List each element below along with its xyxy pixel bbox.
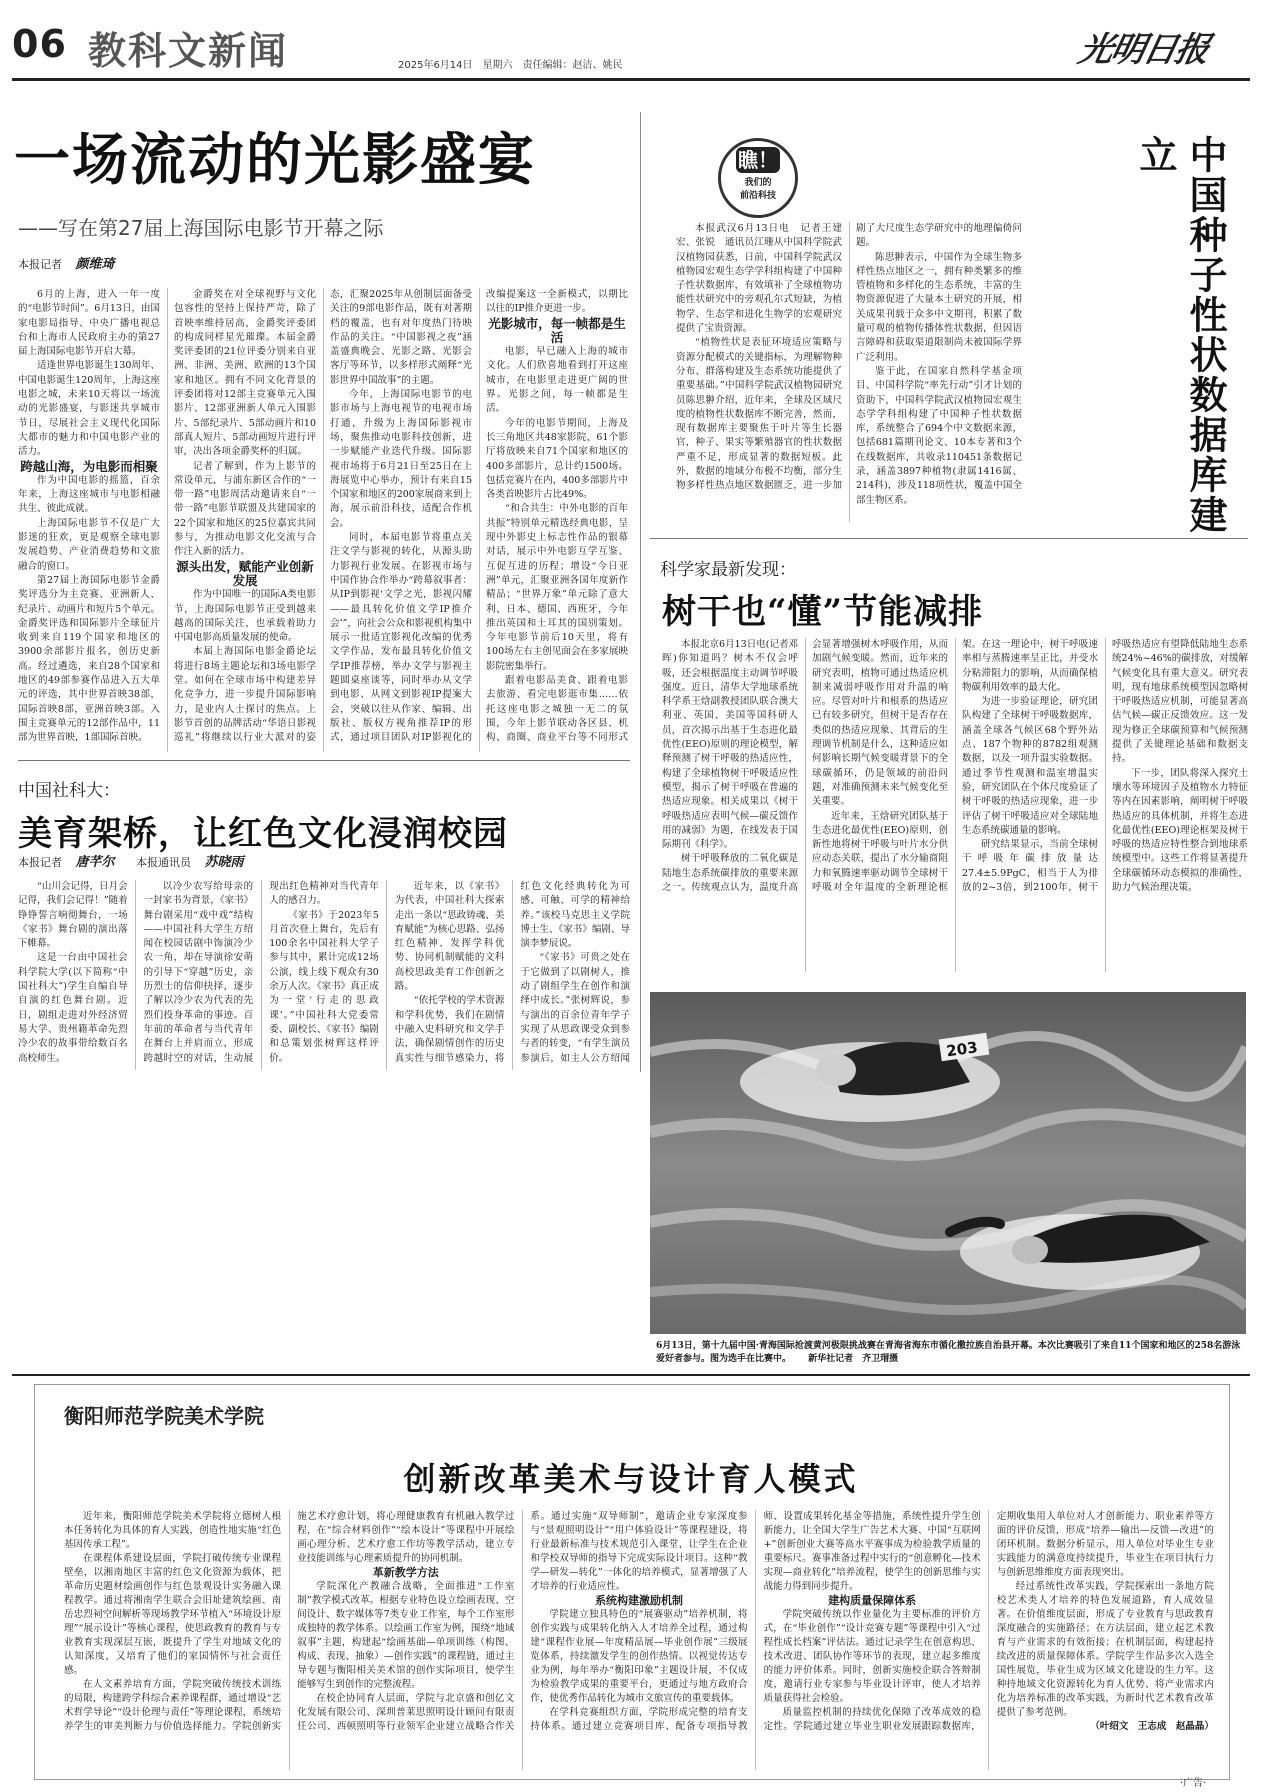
paragraph: 6月的上海，进入一年一度的“电影节时间”。6月13日，由国家电影局指导、中央广播电视总台和上海市人民政府主办的第27届上海国际电影节开启大幕。: [18, 289, 160, 358]
paragraph: 近年来，王焓研究团队基于生态进化最优性(EEO)原则，创新性地将树干呼吸与叶片水分供应动态关联，提出了水分输商阻力和氧腾速率驱动调节全球树干呼吸对全年温度的全新理论框架。在这一理论中，树干呼吸速率相与蒸腾速率呈正比，并受水分粘滞阻力的影响，从而确保植物碳利用效率的最大化。: [812, 639, 1098, 894]
newspaper-logo: 光明日报: [1075, 30, 1212, 70]
paragraph: 研究结果显示，当前全球树干呼吸年碳排放量达27.4±5.9PgC，相当于人为排放的2~3倍，到2100年，树干呼吸热适应有望降低陆地生态系统24%~46%的碳排放，对缓解气候变化具有重大意义。研究表明，现有地球系统模型因忽略树干呼吸热适应机制，可能显著高估气候—碳正反馈效应。这一发现为修正全球碳预算和气候预测提供了关键理论基础和数据支持。: [962, 639, 1248, 894]
film-article-subtitle: ——写在第27届上海国际电影节开幕之际: [18, 216, 384, 240]
caption-text: 6月13日，第十九届中国·青海国际抢渡黄河极限挑战赛在青海省海东市循化撒拉族自治县开幕。本次比赛吸引了来自11个国家和地区的258名游泳爱好者参与。图为选手在比赛中。: [656, 1341, 1241, 1364]
paragraph: 在校企协同育人层面，学院与北京盛和创亿文化发展有限公司、深圳普莱思照明设计顾问有限责任公司、西顿照明等行业领军企业建立战略合作关系。通过实施“双导师制”，邀请企业专家深度参与“景观照明设计”“用户体验设计”等课程建设，将行业最新标准与技术规范引入课堂，让学生在企业和学校双导师的指导下完成实际设计项目。这种“教学—研发—转化”一体化的培养模式，显著增强了人才培养的行业适应性。: [297, 1511, 748, 1732]
photo-caption: [656, 1340, 1246, 1366]
swim-cap-2: [1012, 1236, 1048, 1264]
divider: [650, 538, 1248, 539]
paragraph: 学院深化产教融合战略，全面推进“工作室制”教学模式改革。根据专业特色设立绘画表现、空间设计、数字媒体等7类专业工作室，每个工作室形成独特的教学体系。以绘画工作室为例，围绕“地域叙事”主题，构建起“绘画基础—单项训练（构图、构成、表现、抽象）—创作实践”的课程链，通过主导专题与衡阳相关美术馆的创作实际项目，使学生能够写生到创作的完整流程。: [297, 1581, 515, 1690]
paragraph: 本报北京6月13日电(记者邓晖)你知道吗？树木不仅会呼吸，还会根据温度主动调节呼吸强度。近日，清华大学地球系统科学系王焓副教授团队联合澳大利亚、英国、美国等国科研人员，首次揭示出基于生态进化最优性(EEO)原则的理论模型，解释预测了树干呼吸的热适应性，构建了全球植物树干呼吸适应性模型，揭示了树干呼吸在普遍的热适应现象。相关成果以《树干呼吸热适应表明气候—碳反馈作用的减弱》为题，在线发表于国际期刊《科学》。: [662, 639, 798, 851]
section-title: 教科文新闻: [88, 28, 289, 73]
paragraph: 同时，本届电影节将重点关注文学与影视的转化，从源头助力影视行业发展。在影视市场与中国作协合作举办“跨幕叙事者：从IP到影视‘文学之光，影视闪耀——最具转化价值文学IP推介会’”，向社会公众和影视机构集中展示一批适宜影视化改编的优秀文学作品，发布最具转化价值文学IP推荐榜，举办文学与影视主题圆桌座谈等，同时举办从文学到电影、从网文到影视IP提案大会，突破以往从作家、编辑、出版社、版权方视角推荐IP的形式，通过项目团队对IP影视化的改编提案这一全新模式，以期比以往的IP推介更进一步。: [330, 289, 628, 744]
ad-top-rule: [12, 1374, 1250, 1376]
ad-title: 创新改革美术与设计育人模式: [403, 1460, 859, 1498]
paragraph: 下一步，团队将深入探究土壤水等环境因子及植物水力特征等内在因素影响，阐明树干呼吸热适应的具体机制，并将生态进化最优性(EEO)理论框架及树干呼吸的热适应特性整合到地球系统模型中。这些工作将显著提升全球碳循环动态模拟的准确性，助力气候治理决策。: [1112, 767, 1248, 894]
ad-authors: （叶绍文 王志成 赵晶晶）: [1090, 1721, 1214, 1732]
swimming-photo: [650, 992, 1246, 1334]
paragraph: 在课程体系建设层面，学院打破传统专业课程壁垒，以湘南地区丰富的红色文化资源为载体，把革命历史题材绘画创作与红色景观设计实务融入课程教学。通过将湘南学生联合会旧址建筑绘画、南岳忠烈祠空间解析等现场教学环节植入“环境设计原理”“展示设计”等核心课程，使思政教育的教育与专业教育实现深层互嵌，既提升了学生对地域文化的认知深度，又培育了他们的家国情怀与社会责任感。: [64, 1553, 282, 1676]
byline-label: 本报记者: [18, 856, 62, 869]
section-subhead: 系统构建激励机制: [594, 1594, 683, 1607]
ad-body: [64, 1510, 1214, 1770]
paragraph: 电影，早已融入上海的城市文化。人们欣喜地看到打开这座城市，在电影里走进更广阔的世界。光影之间，每一帧都是生活。: [486, 346, 628, 415]
section-subhead: 建构质量保障体系: [828, 1594, 917, 1607]
paragraph: 树干呼吸释放的二氧化碳是陆地生态系统碳排放的重要来源之一。传统观点认为，温度升高会显著增强树木呼吸作用，从而加剧气候变暖。然而，近年来的研究表明，植物可通过热适应机制来减弱呼吸作用对升温的响应。尽管对叶片和根系的热适应已有较多研究，但树干是否存在类似的热适应现象、其背后的生理调节机制是什么，这种适应如何影响长期气候变暖背景下的全球碳循环，仍是领域的前沿问题，对准确预测未来气候变化至关重要。: [662, 639, 948, 894]
paragraph: 今年，上海国际电影节的电影市场与上海电视节的电视市场打通，升级为上海国际影视市场，聚焦推动电影科技创新，进一步赋能产业迭代升级。国际影视市场将于6月21日至25日在上海展览中心举办，预计有来自15个国家和地区的200家展商来到上海，展示前沿科技，适配合作机会。: [330, 389, 472, 529]
paragraph: 这是一台由中国社会科学院大学(以下简称“中国社科大”)学生自编自导自演的红色舞台剧。近日，剧组走进对外经济贸易大学、贵州籍革命先烈冷少农的故事带给数百名高校师生。: [18, 952, 128, 1064]
paragraph: 近年来，以《家书》为代表，中国社科大探索走出一条以“思政铸魂、美育赋能”为核心思路、弘扬红色精神、发挥学科优势、协同机制赋能的文科高校思政美育工作创新之路。: [394, 881, 505, 993]
photo-credit: 新华社记者 齐卫瑁摄: [808, 1354, 899, 1364]
paragraph: 鉴于此，在国家自然科学基金项目、中国科学院“率先行动”引才计划的资助下，中国科学院武汉植物园宏观生态学学科组构建了中国种子性状数据库，系统整合了694个中文数据来源，包括681篇期刊论文、10本专著和3个在线数据库，共收录110451条数据记录，涵盖3897种植物(隶属1416属、214科)，涉及118项性状，覆盖中国全部生物区系。: [856, 365, 1022, 506]
seed-article-body: [676, 222, 1022, 522]
paragraph: 为进一步验证理论，研究团队构建了全球树干呼吸数据库，涵盖全球各气候区68个野外站点、187个物种的8782组观测数据，以及一项升温实验数据。通过季节性观测和温室增温实验，研究团队在个体尺度验证了树干呼吸的热适应现象，进一步评估了树干呼吸适应对全球陆地生态系统碳通量的影响。: [962, 696, 1098, 836]
paragraph: 作为中国电影的摇篮，百余年来，上海这座城市与电影相融共生、彼此成就。: [18, 474, 160, 515]
paragraph: 第27届上海国际电影节金爵奖评选分为主竞赛、亚洲新人、纪录片、动画片和短片5个单元。金爵奖评选和国际影片全球征片收到来自119个国家和地区的3900余部影片报名，创历史新高。经过遴选，来自28个国家和地区的49部参赛作品进入五大单元的评选，其中世界首映38部，国际首映8部，亚洲首映3部。入围主竞赛单元的12部作品中，11部为世界首映，1部国际首映。: [18, 574, 160, 744]
badge-main: 瞧！: [738, 148, 778, 172]
race-bib-number: 203: [945, 1038, 979, 1061]
frontier-tech-badge: [718, 138, 798, 218]
paragraph: 《家书》于2023年5月首次登上舞台，先后有100余名中国社科大学子参与其中，累计完成12场公演，线上线下观众有30余万人次。《家书》真正成为一堂‘行走的思政课’。”中国社科大党委常委、副校长、《家书》编剧和总策划张树辉这样评价。: [269, 909, 379, 1064]
paragraph: “和合共生：中外电影的百年共振”特别单元精选经典电影，呈现中外影史上标志性作品的银幕对话，展示中外电影互学互鉴、互促互进的历程；增设“今日亚洲”单元，汇聚亚洲各国年度新作精品；“世界万象”单元除了意大利、日本、德国、西班牙，今年推出英国和土耳其的国别策划。今年电影节前后10天里，将有100场左右主创见面会在多家展映影院密集举行。: [486, 503, 628, 672]
film-article-byline: [18, 253, 115, 272]
byline-name: 颜维琦: [75, 257, 115, 272]
paragraph: 今年的电影节期间，上海及长三角地区共48家影院、61个影厅将放映来自71个国家和地区的400多部影片，总计约1500场。包括竞赛片在内，400多部影片中各类首映影片占比49%。: [486, 417, 628, 501]
film-article-body: [18, 288, 628, 752]
paragraph: 适逢世界电影诞生130周年、中国电影诞生120周年，上海这座电影之城，未来10天将以一场流动的光影盛宴，与影迷共享城市节日，尽展社会主义现代化国际大都市的魅力和中国电影产业的活力。: [18, 360, 160, 458]
section-subhead: 跨越山海，为电影而相聚: [20, 458, 158, 474]
trunk-article-kicker: 科学家最新发现：: [660, 560, 796, 580]
paragraph: 在学科竞赛组织方面，学院形成完整的培育支持体系。通过建立竞赛项目库、配备专项指导教师、设置成果转化基金等措施，系统性提升学生创新能力，让全国大学生广告艺术大赛、中国“互联网+”创新创业大赛等高水平赛事成为检验教学质量的重要标尺。赛事准备过程中实行的“创意孵化—技术实现—商业转化”培养流程，使学生的创新思维与实战能力得到同步提升。: [530, 1511, 981, 1732]
badge-sub: 我们的: [744, 178, 772, 188]
swim-cap-1: [816, 1054, 856, 1086]
paragraph: 以冷少农写给母亲的一封家书为背景，《家书》舞台剧采用“戏中戏”结构——中国社科大学生方绍闻在校园话剧中饰演冷少农一角，却在导演徐安萌的引导下“穿越”历史，亲历烈士的信仰抉择，逐步了解以冷少农为代表的先烈们投身革命的事迹。百年前的革命者与当代青年在舞台上并肩而立，形成跨越时空的对话，生动展现出红色精神对当代青年人的感召力。: [143, 881, 379, 1064]
paragraph: “山川会记得，日月会记得，我们会记得！”随着铮铮誓言响彻舞台，一场《家书》舞台剧的演出落下帷幕。: [18, 881, 128, 950]
byline-label: 本报通讯员: [136, 856, 192, 869]
paragraph: 本报武汉6月13日电 记者王建宏、张锐 通讯员江珊从中国科学院武汉植物园获悉，日前，中国科学院武汉植物园宏观生态学学科组构建了中国种子性状数据库，有效填补了全球植物功能性状研究中的旁观孔尔式短缺，为植物学、生态学和进化生物学的宏观研究提供了宝贵资源。: [676, 223, 842, 335]
film-article-title: 一场流动的光影盛宴: [14, 127, 536, 193]
section-subhead: 源头出发，赋能产业创新发展: [176, 558, 314, 588]
byline-name: 唐芊尔: [75, 855, 115, 870]
paragraph: 陈思翀表示，中国作为全球生物多样性热点地区之一，拥有种类繁多的维管植物和多样化的生态系统，丰富的生物资源促进了大量本土研究的开展，相关成果刊载于众多中文期刊，积累了数量可观的植物传播体性状数据，但因语言障碍和获取渠道限制尚未被国际学界广泛利用。: [856, 251, 1022, 363]
masthead-rule: [12, 78, 1250, 81]
section-subhead: 革新教学方法: [372, 1566, 439, 1579]
seed-article-title: 中国种子性状数据库建立: [1133, 135, 1228, 535]
byline-name: 苏晓雨: [204, 855, 244, 870]
paragraph: 金爵奖在对全球视野与文化包容性的坚持上保持严苛，除了首映率维持居高，金爵奖评委团的构成同样星光璀璨。本届金爵奖评委团的21位评委分别来自亚洲、非洲、美洲、欧洲的13个国家和地区。拥有不同文化背景的评委团将对12部主竞赛单元入围影片、12部亚洲新人单元入围影片、5部纪录片、5部动画片和10部真人短片、5部动画短片进行评审，决出各项金爵奖杯的归属。: [174, 289, 316, 458]
culture-article-body: [18, 880, 630, 1070]
page-number: 06: [12, 22, 67, 66]
culture-article-byline: [18, 851, 244, 870]
trunk-article-body: [662, 638, 1248, 972]
culture-article-kicker: 中国社科大：: [18, 781, 120, 801]
paragraph: 作为中国唯一的国际A类电影节，上海国际电影节正受到越来越高的国际关注，也承载着助力中国电影高质量发展的使命。: [174, 589, 316, 644]
divider: [18, 760, 630, 761]
paragraph: 在人文素养培育方面，学院突破传统技术训练的局限，构建跨学科综合素养课程群，通过增设“艺术哲学导论”“设计伦理与责任”等理论课程，系统培养学生的审美判断力与价值选择能力。学院创新实施艺术疗愈计划，将心理健康教育有机融入教学过程，在“综合材料创作”“绘本设计”等课程中开展绘画心理分析、艺术疗愈工作坊等教学活动，建立专业技能训练与心理素质提升的协同机制。: [64, 1511, 515, 1732]
paragraph: “《家书》可贵之处在于它做到了以剧树人，推动了剧组学生在创作和演绎中成长。”张树辉说，参与演出的百余位青年学子实现了从思政课受众到参与者的转变，“有学生演员参演后，如主人公方绍闻: [520, 952, 630, 1064]
paragraph: 学院建立独具特色的“展赛驱动”培养机制，将创作实践与成果转化纳入人才培养全过程，通过构建“课程作业展—年度精品展—毕业创作展”三级展览体系，持续激发学生的创作热情。以视觉传达专业为例，每年举办“衡阳印象”主题设计展，不仅成为检验教学成果的重要平台，更通过与地方政府合作，使优秀作品转化为城市文旅宣传的重要载体。: [530, 1609, 748, 1704]
culture-article-title: 美育架桥，让红色文化浸润校园: [18, 814, 508, 854]
byline-label: 本报记者: [18, 258, 62, 271]
paragraph: 跟着电影品美食、跟着电影去旅游、看完电影逛市集……依托这座电影之城独一无二的氛围，今年上影节联动各区县、机构、商圈、商业平台等不同形式: [486, 675, 628, 744]
paragraph: 学院突破传统以作业量化为主要标准的评价方式，在“毕业创作”“设计竞赛专题”等课程中引入“过程性成长档案”评估法。通过记录学生在创意构思、技术改进、团队协作等环节的表现，建立起多维度的能力评价体系。同时，创新实施校企联合答辩制度，邀请行业专家参与毕业设计评审，使人才培养质量获得社会检验。: [763, 1609, 981, 1704]
paragraph: 上海国际电影节不仅是广大影迷的狂欢，更是观察全球电影发展趋势、产业消费趋势和文旅融合的窗口。: [18, 517, 160, 572]
paragraph: 记者了解到，作为上影节的常设单元，与浦东新区合作的“一带一路”电影周活动邀请来自“一带一路”电影节联盟及共建国家的22个国家和地区的25位嘉宾共同参与，为推动电影文化交流与合作注入新的活力。: [174, 460, 316, 558]
paragraph: 近年来，衡阳师范学院美术学院将立德树人根本任务转化为具体的育人实践，创造性地实施“红色基因传承工程”。: [64, 1511, 282, 1550]
paragraph: “植物性状是表征环境适应策略与资源分配模式的关键指标，为理解物种分布、群落构建及生态系统功能提供了重要基础。”中国科学院武汉植物园研究员陈思翀介绍，近年来，全球及区域尺度的植物性状数据库不断完善，然而，现有数据库主要聚焦于叶片等生长器官，种子、果实等繁殖器官的性状数据严重不足，形成显著的数据短板。此外，数据的地域分布极不均衡，部分生物多样性热点地区数据匮乏，进一步加剧了大尺度生态学研究中的地理偏倚问题。: [676, 223, 1022, 492]
ad-mark: ·广告·: [1180, 1778, 1207, 1789]
water-scene: [650, 992, 1246, 1334]
date-line: 2025年6月14日 星期六 责任编辑：赵洁、姚民: [398, 60, 623, 71]
column-divider: [640, 112, 641, 1072]
paragraph: 经过系统性改革实践，学院探索出一条地方院校艺术类人才培养的特色发展道路，育人成效显著。在价值维度层面，形成了专业教育与思政教育深度融合的实施路径；在方法层面，建立起艺术教育与产业需求的有效衔接；在机制层面，构建起持续改进的质量保障体系。学院学生作品多次入选全国性展览，毕业生成为区域文化建设的生力军。这种持地域文化资源转化为育人优势、将产业需求内化为培养标准的改革实践，为新时代艺术教育改革提供了参考范例。: [996, 1581, 1214, 1718]
paragraph: 本届上海国际电影金爵论坛将进行8场主题论坛和3场电影学堂。如何在全球市场中构建差异化竞争力，进一步提升国际影响力，是业内人士探讨的焦点。上影节首创的品牌活动“华语日影视巡礼”将继续以行业大派对的姿态，汇聚2025年从创制层面备受关注的9部电影作品，既有对著期档的覆盖，也有对年度热门待映作品的关注。“中国影视之夜”涵盖盛典晚会、光影之路、光影会客厅等环节，以多样形式阐释“光影世界中国故事”的主题。: [174, 289, 472, 744]
trunk-article-title: 树干也“懂”节能减排: [662, 592, 984, 632]
ad-org-name: 衡阳师范学院美术学院: [64, 1404, 264, 1428]
section-subhead: 光影城市，每一帧都是生活: [488, 315, 626, 345]
badge-sub: 前沿科技: [739, 191, 776, 201]
paragraph: “依托学校的学术资源和学科优势，我们在剧情中融入史料研究和文学手法，确保剧情创作的历史真实性与细节感染力，将红色文化经典转化为可感、可触、可学的精神给养。”该校马克思主义学院博士生、《家书》编剧、导演李梦辰说。: [394, 881, 630, 1064]
paragraph: 质量监控机制的持续优化保障了改革成效的稳定性。学院通过建立毕业生职业发展跟踪数据库，定期收集用人单位对人才创新能力、职业素养等方面的评价反馈，形成“培养—输出—反馈—改进”的闭环机制。数据分析显示，用人单位对毕业生专业实践能力的满意度持续提升，毕业生在项目执行力与创新思维维度方面表现突出。: [763, 1511, 1214, 1732]
